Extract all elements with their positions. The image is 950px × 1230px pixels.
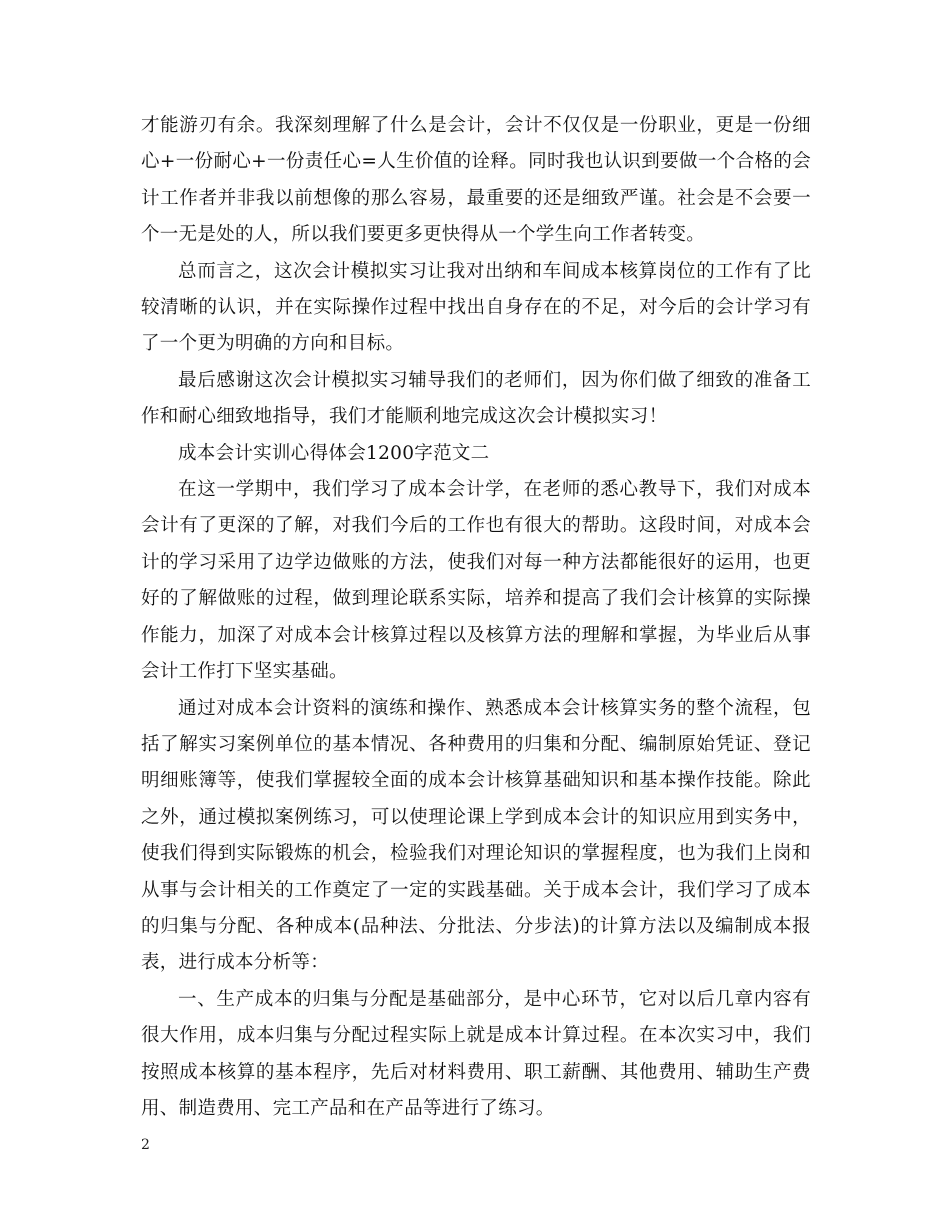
paragraph: 才能游刃有余。我深刻理解了什么是会计，会计不仅仅是一份职业，更是一份细心+一份耐心+一份责任心=人生价值的诠释。同时我也认识到要做一个合格的会计工作者并非我以前想像的那么容易，最重要的还是细致严谨。社会是不会要一个一无是处的人，所以我们要更多更快得从一个学生向工作者转变。: [141, 115, 811, 246]
paragraph: 通过对成本会计资料的演练和操作、熟悉成本会计核算实务的整个流程，包括了解实习案例单位的基本情况、各种费用的归集和分配、编制原始凭证、登记明细账簿等，使我们掌握较全面的成本会计核算基础知识和基本操作技能。除此之外，通过模拟案例练习，可以使理论课上学到成本会计的知识应用到实务中，使我们得到实际锻炼的机会，检验我们对理论知识的掌握程度，也为我们上岗和从事与会计相关的工作奠定了一定的实践基础。关于成本会计，我们学习了成本的归集与分配、各种成本(品种法、分批法、分步法)的计算方法以及编制成本报表，进行成本分析等：: [141, 697, 811, 974]
section-heading: 成本会计实训心得体会1200字范文二: [178, 442, 490, 464]
page-number: 2: [141, 1137, 150, 1153]
paragraph: 总而言之，这次会计模拟实习让我对出纳和车间成本核算岗位的工作有了比较清晰的认识，并在实际操作过程中找出自身存在的不足，对今后的会计学习有了一个更为明确的方向和目标。: [141, 260, 811, 355]
paragraph: 一、生产成本的归集与分配是基础部分，是中心环节，它对以后几章内容有很大作用，成本归集与分配过程实际上就是成本计算过程。在本次实习中，我们按照成本核算的基本程序，先后对材料费用、职工薪酬、其他费用、辅助生产费用、制造费用、完工产品和在产品等进行了练习。: [141, 988, 811, 1119]
paragraph: 最后感谢这次会计模拟实习辅导我们的老师们，因为你们做了细致的准备工作和耐心细致地指导，我们才能顺利地完成这次会计模拟实习！: [141, 369, 811, 428]
paragraph: 在这一学期中，我们学习了成本会计学，在老师的悉心教导下，我们对成本会计有了更深的了解，对我们今后的工作也有很大的帮助。这段时间，对成本会计的学习采用了边学边做账的方法，使我们对每一种方法都能很好的运用，也更好的了解做账的过程，做到理论联系实际，培养和提高了我们会计核算的实际操作能力，加深了对成本会计核算过程以及核算方法的理解和掌握，为毕业后从事会计工作打下坚实基础。: [141, 479, 811, 683]
document-body: [141, 108, 811, 1127]
